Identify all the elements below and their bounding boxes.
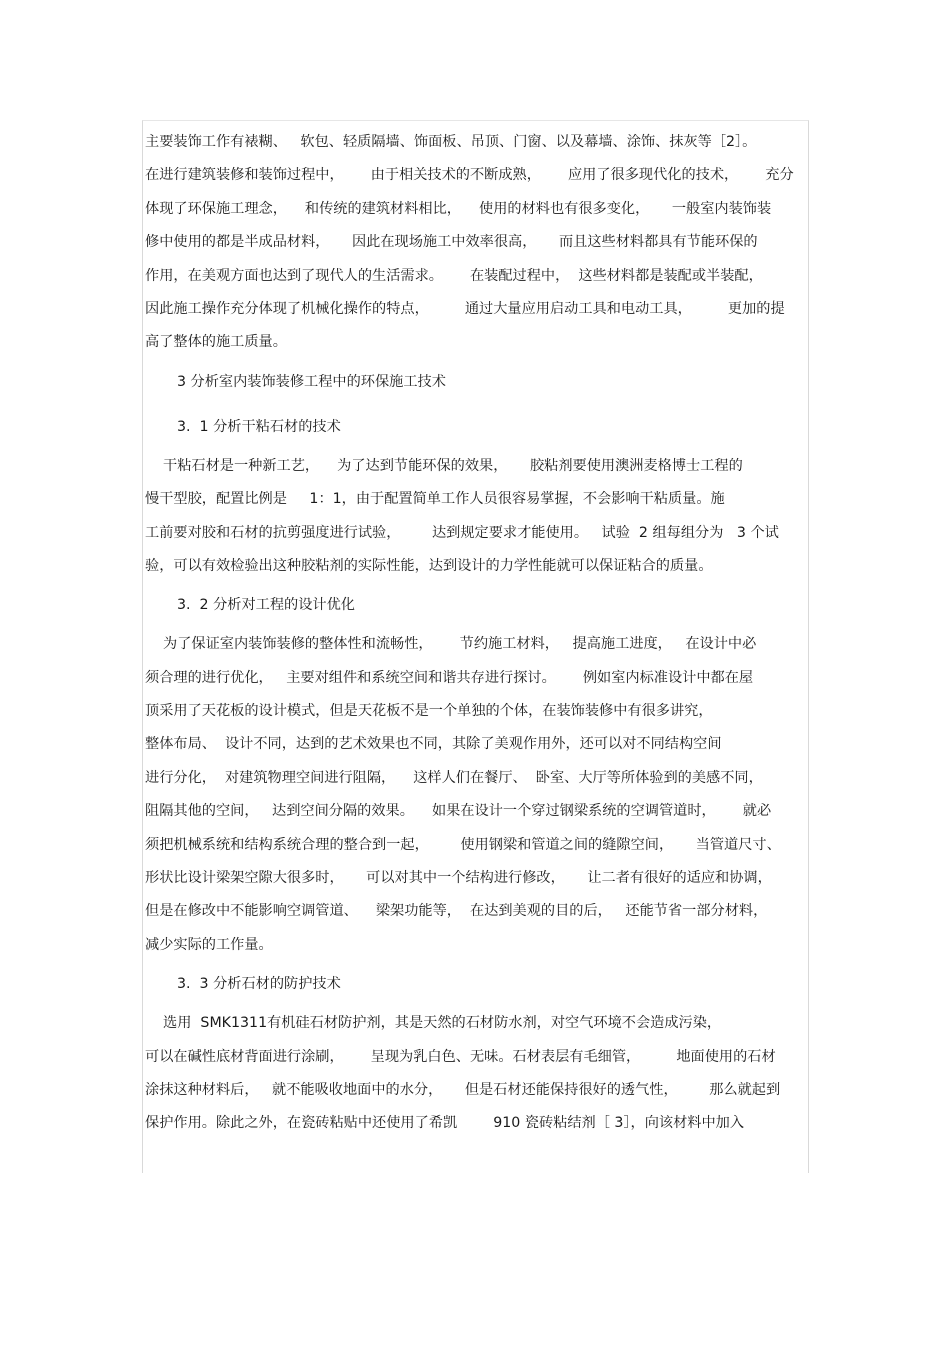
- paragraph-line: 减少实际的工作量。: [145, 936, 273, 953]
- paragraph-line: 须把机械系统和结构系统合理的整合到一起， 使用钢梁和管道之间的缝隙空间， 当管道尺寸、: [145, 836, 781, 853]
- paragraph-line: 进行分化， 对建筑物理空间进行阻隔， 这样人们在餐厅、 卧室、大厅等所体验到的美感不同，: [145, 769, 763, 786]
- paragraph-line: 慢干型胶，配置比例是 1：1，由于配置简单工作人员很容易掌握，不会影响干粘质量。施: [145, 491, 725, 508]
- paragraph-line: 主要装饰工作有裱糊、 软包、轻质隔墙、饰面板、吊顶、门窗、以及幕墙、涂饰、抹灰等［2］。: [145, 134, 757, 150]
- paragraph-line: 因此施工操作充分体现了机械化操作的特点， 通过大量应用启动工具和电动工具， 更加的提: [145, 300, 785, 317]
- paragraph-line: 涂抹这种材料后， 就不能吸收地面中的水分， 但是石材还能保持很好的透气性， 那么就起到: [145, 1081, 781, 1098]
- paragraph-line: 但是在修改中不能影响空调管道、 梁架功能等， 在达到美观的目的后， 还能节省一部分材料，: [145, 903, 768, 920]
- document-body: [145, 126, 805, 1141]
- paragraph-line: 干粘石材是一种新工艺， 为了达到节能环保的效果， 胶粘剂要使用澳洲麦格博士工程的: [145, 457, 743, 474]
- paragraph-line: 为了保证室内装饰装修的整体性和流畅性， 节约施工材料， 提高施工进度， 在设计中必: [145, 636, 757, 653]
- paragraph-line: 保护作用。除此之外，在瓷砖粘贴中还使用了希凯 910 瓷砖粘结剂［ 3］，向该材料中加入: [145, 1115, 745, 1132]
- paragraph-line: 须合理的进行优化， 主要对组件和系统空间和谐共存进行探讨。 例如室内标准设计中都在屋: [145, 669, 754, 686]
- paragraph-line: 形状比设计梁架空隙大很多时， 可以对其中一个结构进行修改， 让二者有很好的适应和协调，: [145, 870, 772, 887]
- paragraph-line: 作用，在美观方面也达到了现代人的生活需求。 在装配过程中， 这些材料都是装配或半装配，: [145, 267, 763, 284]
- paragraph-line: 顶采用了天花板的设计模式，但是天花板不是一个单独的个体，在装饰装修中有很多讲究，: [145, 703, 713, 720]
- paragraph-line: 选用 SMK1311有机硅石材防护剂，其是天然的石材防水剂，对空气环境不会造成污染，: [145, 1015, 722, 1032]
- paragraph-line: 整体布局、 设计不同，达到的艺术效果也不同，其除了美观作用外，还可以对不同结构空间: [145, 736, 722, 753]
- paragraph-line: 阻隔其他的空间， 达到空间分隔的效果。 如果在设计一个穿过钢梁系统的空调管道时， 就必: [145, 803, 772, 820]
- paragraph-line: 体现了环保施工理念， 和传统的建筑材料相比， 使用的材料也有很多变化， 一般室内装饰装: [145, 200, 772, 217]
- paragraph-line: 工前要对胶和石材的抗剪强度进行试验， 达到规定要求才能使用。 试验 2 组每组分为 3 个试: [145, 524, 779, 541]
- section-heading: 3. 3 分析石材的防护技术: [177, 976, 341, 993]
- paragraph-line: 在进行建筑装修和装饰过程中， 由于相关技术的不断成熟， 应用了很多现代化的技术， 充分: [145, 167, 794, 184]
- paragraph-line: 高了整体的施工质量。: [145, 334, 287, 351]
- section-heading: 3. 2 分析对工程的设计优化: [177, 597, 355, 614]
- paragraph-line: 可以在碱性底材背面进行涂刷， 呈现为乳白色、无味。石材表层有毛细管， 地面使用的石材: [145, 1048, 776, 1065]
- section-heading: 3. 1 分析干粘石材的技术: [177, 418, 341, 435]
- paragraph-line: 验，可以有效检验出这种胶粘剂的实际性能，达到设计的力学性能就可以保证粘合的质量。: [145, 557, 713, 574]
- paragraph-line: 修中使用的都是半成品材料， 因此在现场施工中效率很高， 而且这些材料都具有节能环保的: [145, 234, 758, 251]
- section-heading: 3 分析室内装饰装修工程中的环保施工技术: [177, 373, 446, 390]
